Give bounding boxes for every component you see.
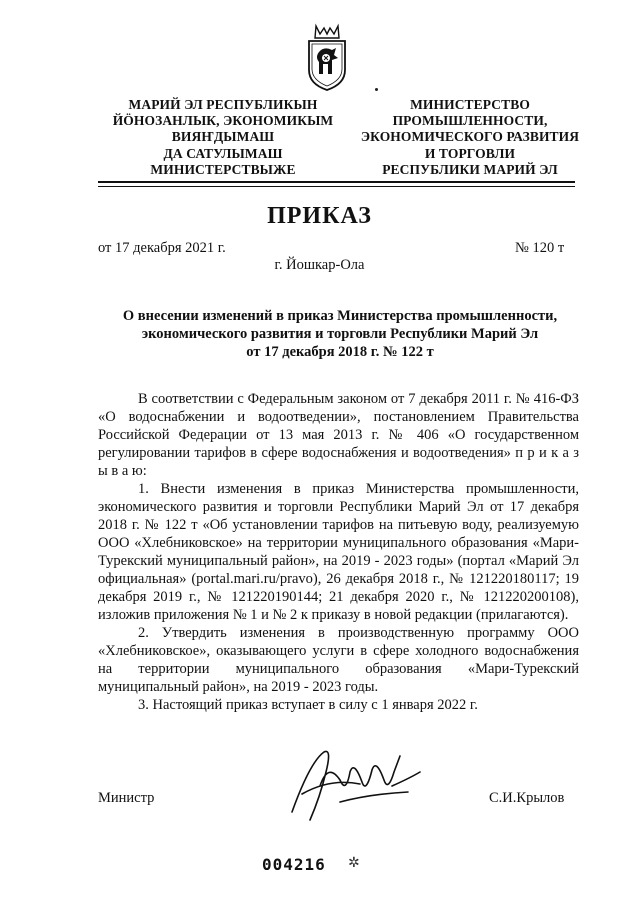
body-paragraph-item-1: 1. Внести изменения в приказ Министерства промышленности, экономического развития и торговли Республики Марий Эл от 17 декабря 2018 г. № 122 т «Об установлении тарифов на питьевую воду, реализуемую ООО «Хлебниковское» на территории муниципального образования «Мари-Турекский муниципальный район», на 2019 - 2023 годы» (портал «Марий Эл официальная» (portal.mari.ru/pravo), 26 декабря 2018 г., № 121220180117; 19 декабря 2019 г., № 121220190144; 21 декабря 2020 г., № 121220200108), изложив приложения № 1 и № 2 к приказу в новой редакции (прилагаются). [98, 481, 579, 623]
header-right-line: ЭКОНОМИЧЕСКОГО РАЗВИТИЯ [360, 129, 580, 145]
body-paragraph-item-2: 2. Утвердить изменения в производственную программу ООО «Хлебниковское», оказывающего услуги в сфере холодного водоснабжения на территории муниципального образования «Мари-Турекский муниципальный район», на 2019 - 2023 годы. [98, 625, 579, 695]
coat-of-arms-emblem [302, 22, 352, 92]
document-body [98, 390, 579, 714]
serial-star-mark: ✲ [348, 856, 360, 871]
header-right-line: РЕСПУБЛИКИ МАРИЙ ЭЛ [382, 161, 558, 177]
header-divider-thick [98, 181, 575, 183]
document-title: ПРИКАЗ [267, 203, 372, 229]
header-left-line: ВИЯҤДЫМАШ [171, 129, 275, 145]
header-right-line: МИНИСТЕРСТВО [410, 97, 530, 112]
document-city: г. Йошкар-Ола [274, 257, 365, 273]
header-right-line: ПРОМЫШЛЕННОСТИ, [392, 113, 548, 129]
handwritten-signature [280, 742, 430, 832]
serial-number: 004216 [262, 855, 326, 874]
decorative-dot [375, 88, 378, 91]
subject-line: О внесении изменений в приказ Министерства промышленности, [122, 308, 558, 324]
header-left-organization [98, 97, 348, 178]
header-left-line: МИНИСТЕРСТВЫЖЕ [150, 161, 296, 177]
subject-line: экономического развития и торговли Республики Марий Эл [141, 326, 539, 342]
header-left-line: ЙӦНОЗАНЛЫК, ЭКОНОМИКЫМ [112, 113, 334, 129]
subject-line: от 17 декабря 2018 г. № 122 т [246, 344, 434, 360]
document-date: от 17 декабря 2021 г. [98, 240, 226, 256]
header-left-line: МАРИЙ ЭЛ РЕСПУБЛИКЫН [128, 97, 318, 112]
document-subject [100, 307, 580, 361]
header-divider-thin [98, 186, 575, 187]
signer-role: Министр [98, 790, 155, 806]
body-paragraph-item-3: 3. Настоящий приказ вступает в силу с 1 января 2022 г. [138, 697, 478, 713]
document-number: № 120 т [515, 240, 565, 256]
signer-name: С.И.Крылов [489, 790, 565, 806]
header-right-organization [350, 97, 590, 178]
header-left-line: ДА САТУЛЫМАШ [163, 145, 283, 161]
body-paragraph-preamble: В соответствии с Федеральным законом от 7 декабря 2011 г. № 416-ФЗ «О водоснабжении и водоотведении», постановлением Правительства Российской Федерации от 13 мая 2013 г. № 406 «О государственном регулировании тарифов в сфере водоснабжения и водоотведения» п р и к а з ы в а ю: [98, 391, 579, 479]
header-right-line: И ТОРГОВЛИ [424, 145, 516, 161]
